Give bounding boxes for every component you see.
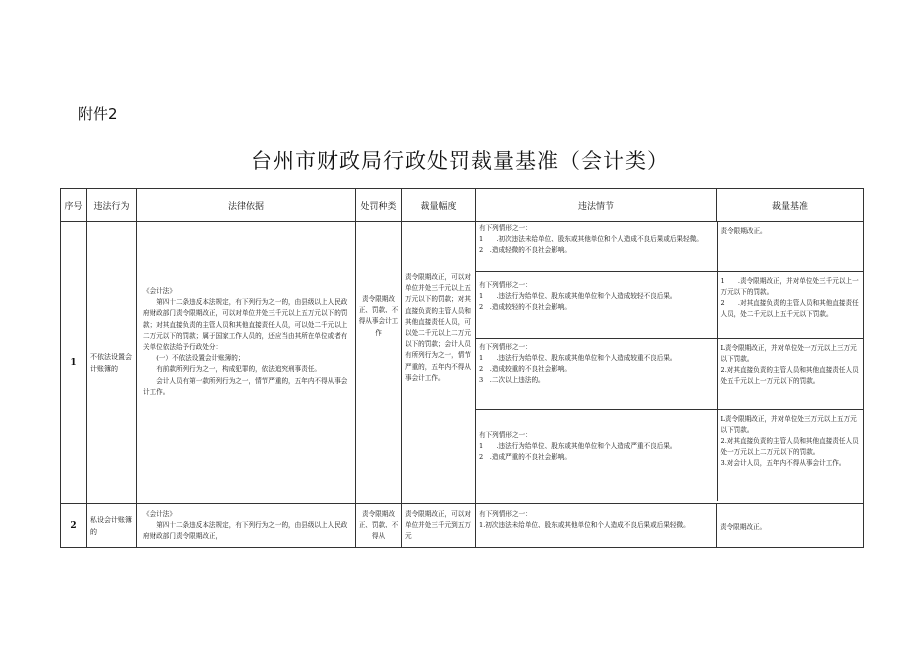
circ-line: 2 .造成较重的不良社会影响。 [479,364,572,373]
circ-line: 有下列情形之一： [479,224,532,232]
std-line: 2.对其直接负责的主管人员和其他直接责任人员处一万元以上二万元以下的罚款。 [720,436,859,457]
header-act: 违法行为 [87,189,137,222]
circ-line: 有下列情形之一： [479,430,532,439]
basis-article: 第四十二条违反本法规定，有下列行为之一的，由县级以上人民政府财政部门责令限期改正，可以对单位并处三千元以上五万元以下的罚款；对其直接负责的主管人员和其他直接责任人员，可以处二千元以上二万元以下的罚款；属于国家工作人员的，还应当由其所在单位或者有关单位依法给予行政处分： [143,298,348,352]
header-seq: 序号 [61,189,87,222]
level-row [476,271,864,338]
row-circumstance [476,504,717,548]
std-line: 3.对会计人员，五年内不得从事会计工作。 [720,459,846,468]
level-row [476,409,864,501]
level-row [476,222,864,271]
table-header-row [61,189,864,222]
table-row [61,504,864,548]
circ-line: 有下列情形之一： [479,510,532,518]
std-line: 责令限期改正。 [720,227,767,235]
row-standard [717,504,864,548]
row-basis [137,222,356,504]
std-line: 2.对其直接负责的主管人员和其他直接责任人员处五千元以上一万元以下的罚款。 [720,365,859,386]
basis-article: 第四十二条违反本法规定，有下列行为之一的，由县级以上人民政府财政部门责令限期改正， [143,521,348,541]
circ-line: 1.初次违法未给单位、股东或其他单位和个人造成不良后果或后果轻微。 [479,521,690,530]
row-act: 私设会计账簿的 [87,504,137,548]
circ-line: 有下列情形之一： [479,342,532,351]
row-ptype: 责令限期改正、罚款、不得从 [356,504,402,548]
header-ptype: 处罚种类 [356,189,402,222]
std-line: L责令限期改正，并对单位处三万元以上五万元以下罚款。 [720,414,857,434]
circ-line: 1 .违法行为给单位、股东或其他单位和个人造成严重不良后果。 [479,441,677,450]
row-range: 责令限期改正，可以对单位并处三千元到五万元 [402,504,476,548]
row-seq: 2 [61,504,87,548]
level-standard [717,222,864,271]
level-standard [717,409,864,501]
header-basis: 法律依据 [137,189,356,222]
table-row [61,222,864,504]
header-standard: 裁量基准 [717,189,864,222]
circ-line: 1 .初次违法未给单位、股东或其他单位和个人造成不良后果或后果轻微。 [479,235,703,244]
row-act: 不依法设置会计账簿的 [87,222,137,504]
row-seq: 1 [61,222,87,504]
basis-law: 《会计法》 [143,287,176,295]
circ-line: 有下列情形之一： [479,280,532,289]
std-line: L责令限期改正，并对单位处一万元以上三万元以下罚款。 [720,343,857,363]
circ-line: 2 .造成严重的不良社会影响。 [479,452,572,461]
penalty-table [60,188,864,548]
level-circumstance [476,338,717,409]
level-standard [717,338,864,409]
levels-table [476,222,864,501]
row-range: 责令限期改正，可以对单位并处三千元以上五万元以下的罚款；对其直接负责的主管人员和其他直接责任人员，可以处二千元以上二万元以下的罚款；会计人员有所列行为之一，情节严重的，五年内不得从事会计工作。 [402,222,476,504]
document-title: 台州市财政局行政处罚裁量基准（会计类） [251,149,669,173]
basis-accountant: 会计人员有第一款所列行为之一，情节严重的，五年内不得从事会计工作。 [143,376,348,396]
attachment-label: 附件2 [78,105,118,123]
circ-line: 3 .二次以上违法的。 [479,376,545,385]
level-circumstance [476,409,717,501]
header-circumstance: 违法情节 [476,189,717,222]
level-circumstance [476,271,717,338]
row-ptype: 责令限期改正、罚款、不得从事会计工作 [356,222,402,504]
level-circumstance [476,222,717,271]
circ-line: 1 .违法行为给单位、股东或其他单位和个人造成较轻不良后果。 [479,291,677,300]
circ-line: 2 .造成轻微的不良社会影响。 [479,246,572,255]
levels-cell [476,222,864,504]
row-basis [137,504,356,548]
level-standard [717,271,864,338]
header-range: 裁量幅度 [402,189,476,222]
std-line: 2 .对其直接负责的主管人员和其他直接责任人员，处二千元以上五千元以下罚款。 [720,298,859,319]
basis-criminal: 有前款所列行为之一，构成犯罪的，依法追究刑事责任。 [156,365,322,374]
std-line: 责令限期改正。 [720,523,767,531]
std-line: 1 .责令限期改正，并对单位处三千元以上一万元以下的罚款。 [720,276,859,296]
circ-line: 1 .违法行为给单位、股东或其他单位和个人造成较重不良后果。 [479,353,677,362]
level-row [476,338,864,409]
circ-line: 2 .造成较轻的不良社会影响。 [479,302,572,311]
basis-law: 《会计法》 [143,510,176,518]
basis-item: (一）不依法设置会计账簿的； [156,354,245,363]
